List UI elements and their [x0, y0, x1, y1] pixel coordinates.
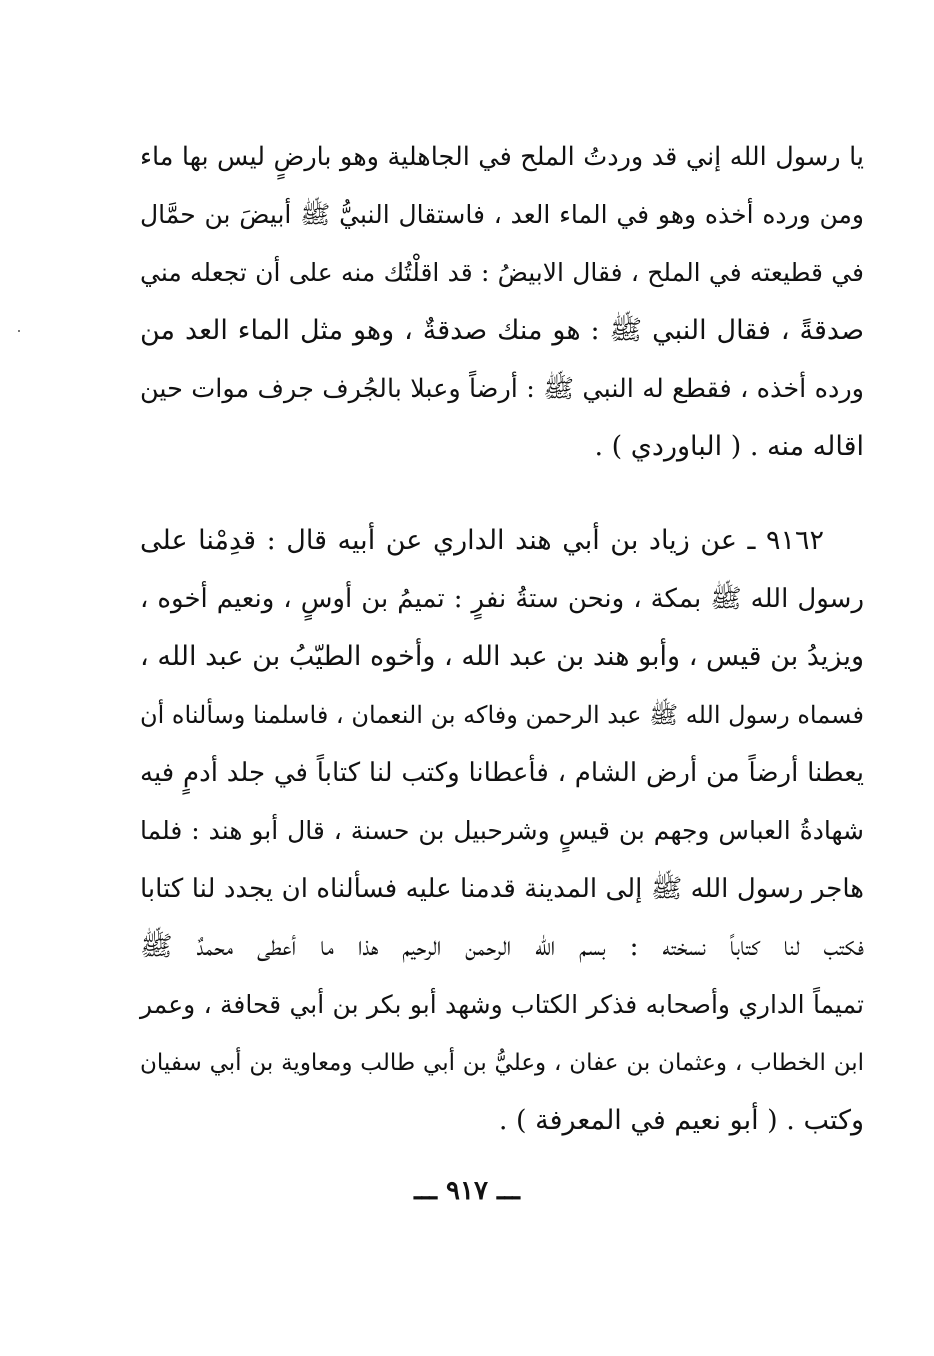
text-line: ورده أخذه ، فقطع له النبي ﷺ : أرضاً وعبلا بالجُرف جرف موات حين: [140, 374, 864, 404]
text-line: تميماً الداري وأصحابه فذكر الكتاب وشهد أبو بكر بن أبي قحافة ، وعمر: [140, 990, 864, 1019]
text-line: يا رسول الله إني قد وردتُ الملح في الجاهلية وهو بارضٍ ليس بها ماء: [140, 142, 864, 172]
page-number: ـــ ٩١٧ ـــ: [414, 1176, 520, 1206]
text-line: فكتب لنا كتاباً نسخته : بسم الله الرحمن الرحيم هذا ما أعطى محمدٌ ﷺ: [140, 931, 864, 962]
text-line: رسول الله ﷺ بمكة ، ونحن ستةُ نفرٍ : تميمُ بن أوسٍ ، ونعيم أخوه ،: [140, 584, 864, 614]
text-line: صدقةً ، فقال النبي ﷺ : هو منك صدقةٌ ، وهو مثل الماء العد من: [140, 315, 864, 346]
paragraph-hadith-9162: [140, 512, 864, 1150]
text-line: وكتب . ( أبو نعيم في المعرفة ) .: [498, 1105, 864, 1136]
text-line: فسماه رسول الله ﷺ عبد الرحمن وفاكه بن النعمان ، فاسلمنا وسألناه أن: [140, 701, 864, 729]
text-line: هاجر رسول الله ﷺ إلى المدينة قدمنا عليه فسألناه ان يجدد لنا كتابا: [140, 874, 864, 904]
text-line: ٩١٦٢ ـ عن زياد بن أبي هند الداري عن أبيه قال : قدِمْنا على: [140, 525, 824, 556]
text-line: اقاله منه . ( الباوردي ) .: [594, 431, 864, 462]
text-line: ويزيدُ بن قيس ، وأبو هند بن عبد الله ، وأخوه الطيّبُ بن عبد الله ،: [140, 641, 864, 672]
text-line: شهادةُ العباس وجهم بن قيسٍ وشرحبيل بن حسنة ، قال أبو هند : فلما: [140, 816, 864, 845]
text-line: يعطنا أرضاً من أرض الشام ، فأعطانا وكتب لنا كتاباً في جلد أدمٍ فيه: [140, 758, 864, 788]
paragraph-continuation: [140, 128, 864, 476]
text-line: في قطيعته في الملح ، فقال الابيضُ : قد اقلْتُك منه على أن تجعله مني: [140, 258, 864, 287]
text-line: ومن ورده أخذه وهو في الماء العد ، فاستقال النبيُّ ﷺ أبيضَ بن حمَّال: [140, 200, 864, 229]
text-line: ابن الخطاب ، وعثمان بن عفان ، وعليُّ بن أبي طالب ومعاوية بن أبي سفيان: [140, 1050, 864, 1076]
scan-speck: [18, 330, 20, 332]
